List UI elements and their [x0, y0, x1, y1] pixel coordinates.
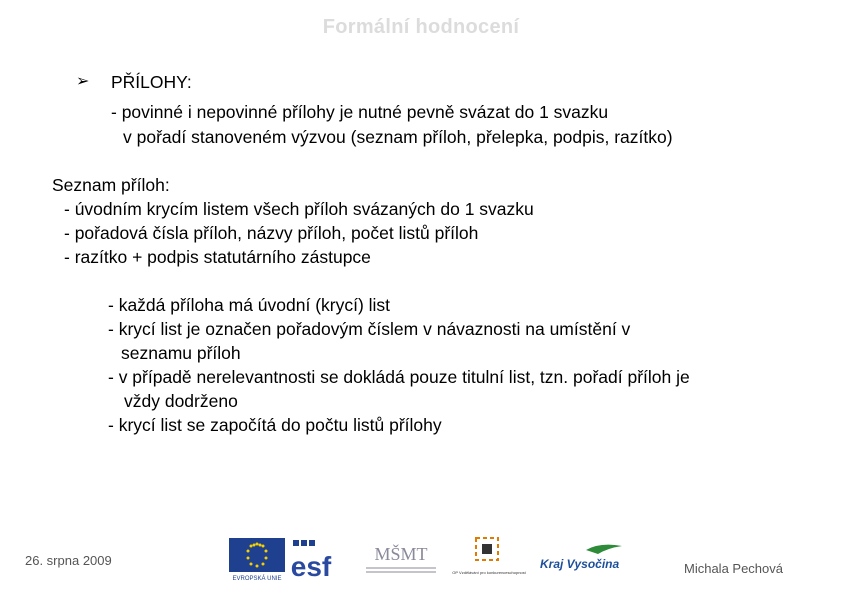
esf-logo-text: esf	[290, 551, 332, 582]
slide-title: Formální hodnocení	[322, 16, 520, 38]
cover-line: - každá příloha má úvodní (krycí) list	[108, 295, 391, 315]
cover-line: - v případě nerelevantnosti se dokládá pouze titulní list, tzn. pořadí příloh je	[108, 367, 690, 387]
cover-line: - krycí list je označen pořadovým číslem v návaznosti na umístění v	[108, 319, 631, 339]
eu-logo-text: EVROPSKÁ UNIE	[232, 576, 282, 582]
msmt-logo-text: MŠMT	[374, 544, 428, 564]
arrow-bullet-icon: ➢	[76, 73, 90, 90]
attachments-line-2: v pořadí stanoveném výzvou (seznam příloh, přelepka, podpis, razítko)	[123, 127, 673, 147]
cover-line: seznamu příloh	[121, 343, 241, 363]
op-vk-logo	[452, 536, 526, 585]
footer-author: Michala Pechová	[684, 561, 783, 576]
list-item: - úvodním krycím listem všech příloh svázaných do 1 svazku	[64, 199, 534, 219]
cover-line: - krycí list se započítá do počtu listů přílohy	[108, 415, 442, 435]
list-heading: Seznam příloh:	[52, 175, 170, 195]
op-logo-text: OP Vzdělávání pro konkurenceschopnost	[452, 570, 526, 575]
kraj-logo-text: Kraj Vysočina	[540, 557, 620, 571]
kraj-vysocina-logo	[538, 540, 628, 581]
cover-line: vždy dodrženo	[124, 391, 238, 411]
attachments-heading: PŘÍLOHY:	[111, 72, 192, 92]
esf-logo	[287, 536, 335, 587]
list-item: - razítko + podpis statutárního zástupce	[64, 247, 371, 267]
msmt-logo	[358, 536, 444, 585]
eu-logo	[229, 538, 285, 587]
attachments-line-1: - povinné i nepovinné přílohy je nutné pevně svázat do 1 svazku	[111, 102, 609, 122]
footer-date: 26. srpna 2009	[25, 553, 112, 568]
list-item: - pořadová čísla příloh, názvy příloh, počet listů příloh	[64, 223, 479, 243]
